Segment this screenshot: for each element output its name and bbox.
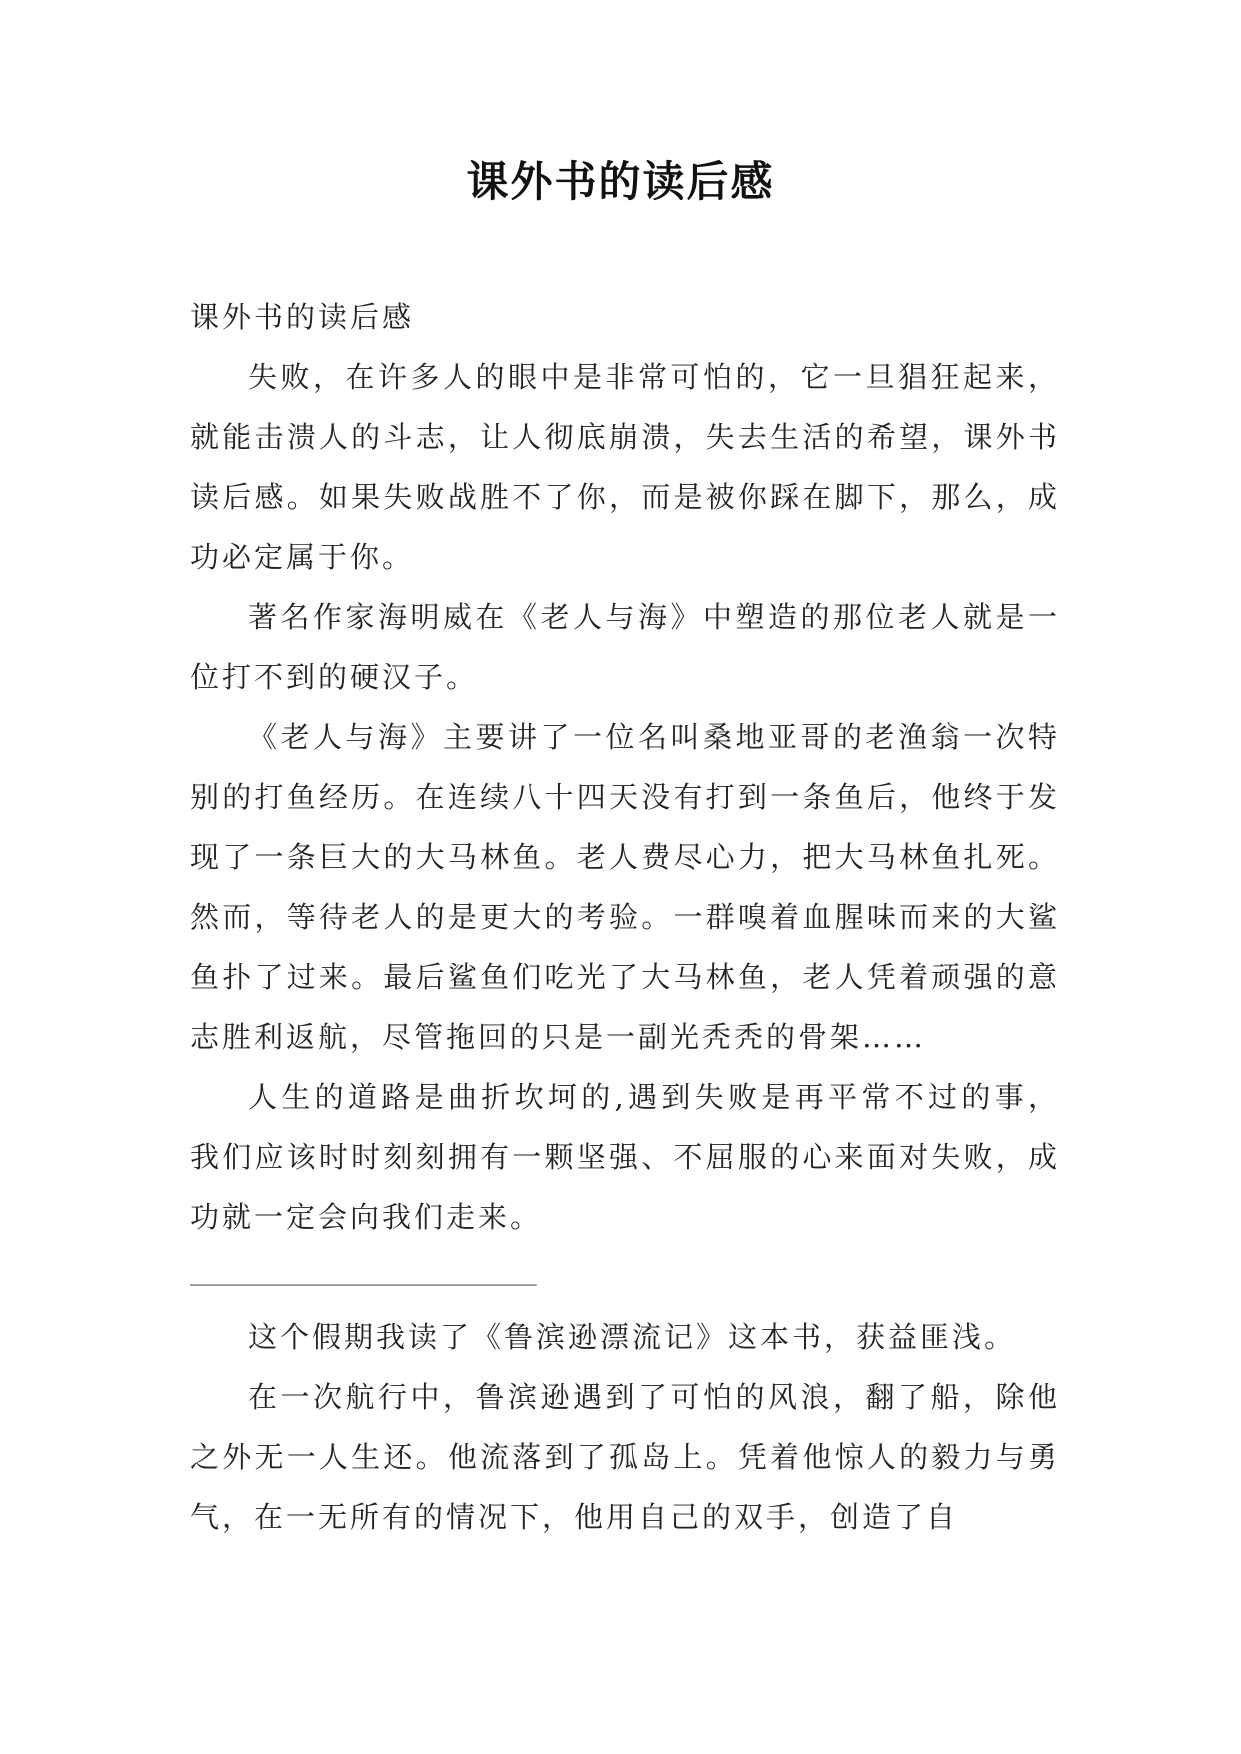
paragraph-1: 失败，在许多人的眼中是非常可怕的，它一旦猖狂起来，就能击溃人的斗志，让人彻底崩溃，失去生活的希望，课外书读后感。如果失败战胜不了你，而是被你踩在脚下，那么，成功必定属于你。 [190,360,1060,574]
paragraph-5: 这个假期我读了《鲁滨逊漂流记》这本书，获益匪浅。 [248,1320,1017,1354]
paragraph-2: 著名作家海明威在《老人与海》中塑造的那位老人就是一位打不到的硬汉子。 [190,600,1060,694]
paragraph-6: 在一次航行中，鲁滨逊遇到了可怕的风浪，翻了船，除他之外无一人生还。他流落到了孤岛上。凭着他惊人的毅力与勇气，在一无所有的情况下，他用自己的双手，创造了自 [190,1380,1060,1534]
document-body [190,287,1060,1547]
paragraph-4: 人生的道路是曲折坎坷的,遇到失败是再平常不过的事，我们应该时时刻刻拥有一颗坚强、不屈服的心来面对失败，成功就一定会向我们走来。 [190,1080,1060,1234]
section-divider: ________________________ [190,1258,537,1286]
divider-spacing [190,1297,1060,1307]
paragraph-3: 《老人与海》主要讲了一位名叫桑地亚哥的老渔翁一次特别的打鱼经历。在连续八十四天没有打到一条鱼后，他终于发现了一条巨大的大马林鱼。老人费尽心力，把大马林鱼扎死。然而，等待老人的是更大的考验。一群嗅着血腥味而来的大鲨鱼扑了过来。最后鲨鱼们吃光了大马林鱼，老人凭着顽强的意志胜利返航，尽管拖回的只是一副光秃秃的骨架…… [190,720,1060,1054]
document-title: 课外书的读后感 [466,157,775,206]
document-subtitle: 课外书的读后感 [190,300,415,334]
